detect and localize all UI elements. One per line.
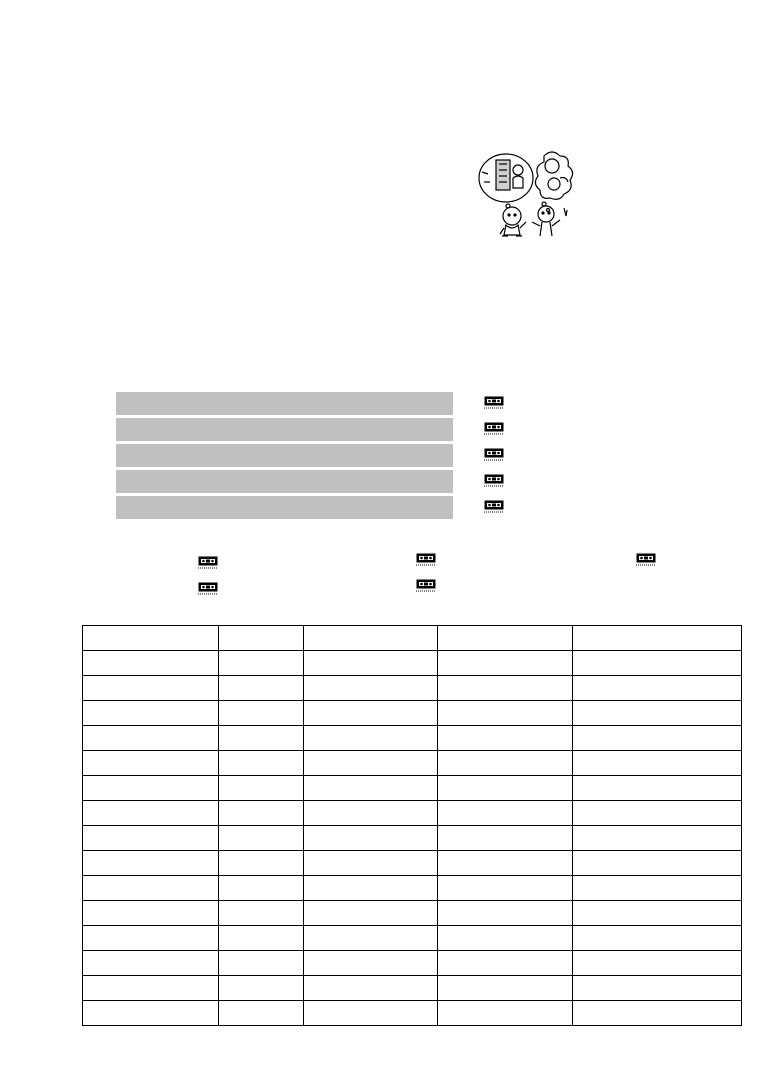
table-cell [219,876,304,901]
gray-bar [116,444,453,467]
table-cell [438,976,573,1001]
table-cell [219,851,304,876]
table-cell [83,776,219,801]
table-row [83,626,742,651]
table-cell [438,901,573,926]
table-cell [573,1001,742,1026]
cassette-tape-icon [484,422,504,436]
table-cell [573,901,742,926]
table-cell [573,776,742,801]
blank-grid-table [82,625,742,1026]
table-cell [438,726,573,751]
table-cell [438,751,573,776]
table-cell [304,701,438,726]
table-row [83,926,742,951]
table-cell [573,651,742,676]
table-row [83,901,742,926]
table-cell [219,826,304,851]
table-row [83,876,742,901]
table-row [83,751,742,776]
table-cell [83,901,219,926]
table-cell [438,801,573,826]
table-cell [83,826,219,851]
gray-bar [116,392,453,415]
table-cell [573,726,742,751]
table-cell [219,676,304,701]
table-cell [83,701,219,726]
table-cell [573,676,742,701]
table-cell [219,776,304,801]
table-cell [573,851,742,876]
table-row [83,651,742,676]
table-cell [83,926,219,951]
table-cell [83,676,219,701]
gray-bar [116,496,453,519]
cassette-tape-icon [416,579,436,593]
table-cell [219,951,304,976]
table-cell [573,701,742,726]
table-cell [304,826,438,851]
cassette-tape-icon [484,396,504,410]
table-cell [219,1001,304,1026]
table-cell [438,776,573,801]
table-cell [304,751,438,776]
table-cell [219,626,304,651]
gray-bar [116,470,453,493]
table-cell [304,876,438,901]
table-cell [573,976,742,1001]
table-cell [219,976,304,1001]
cassette-tape-icon [484,448,504,462]
children-thinking-illustration-icon [472,148,580,240]
table-row [83,1001,742,1026]
table-row [83,826,742,851]
table-cell [304,1001,438,1026]
table-cell [219,701,304,726]
cassette-tape-icon [416,553,436,567]
table-cell [83,626,219,651]
cassette-tape-icon [198,556,218,570]
table-cell [438,926,573,951]
table-cell [438,701,573,726]
table-cell [304,651,438,676]
table-cell [438,676,573,701]
table-cell [304,676,438,701]
table-cell [219,926,304,951]
table-cell [304,801,438,826]
table-row [83,951,742,976]
table-cell [438,1001,573,1026]
table-cell [304,726,438,751]
table-cell [83,876,219,901]
table-cell [438,851,573,876]
table-row [83,701,742,726]
table-cell [573,876,742,901]
table-cell [219,901,304,926]
table-cell [573,626,742,651]
table-cell [83,976,219,1001]
cassette-tape-icon [484,500,504,514]
table-cell [438,876,573,901]
table-cell [304,976,438,1001]
table-cell [219,751,304,776]
cassette-tape-icon [636,553,656,567]
gray-bar [116,418,453,441]
table-cell [83,801,219,826]
table-cell [83,851,219,876]
table-cell [438,951,573,976]
gray-answer-bars [116,392,453,522]
table-cell [438,826,573,851]
table-cell [573,801,742,826]
table-cell [83,951,219,976]
table-cell [304,626,438,651]
table-cell [573,751,742,776]
table-cell [304,901,438,926]
table-cell [83,751,219,776]
table-cell [573,826,742,851]
table-row [83,726,742,751]
table-cell [219,651,304,676]
table-cell [304,926,438,951]
table-row [83,851,742,876]
cassette-tape-icon [484,474,504,488]
table-cell [83,726,219,751]
table-cell [573,926,742,951]
table-row [83,976,742,1001]
table-cell [438,626,573,651]
table-cell [219,726,304,751]
table-cell [83,1001,219,1026]
cassette-tape-icon [198,582,218,596]
table-cell [304,776,438,801]
table-cell [573,951,742,976]
table-row [83,776,742,801]
table-cell [438,651,573,676]
table-row [83,676,742,701]
table-cell [83,651,219,676]
table-cell [304,951,438,976]
table-row [83,801,742,826]
table-cell [304,851,438,876]
table-cell [219,801,304,826]
